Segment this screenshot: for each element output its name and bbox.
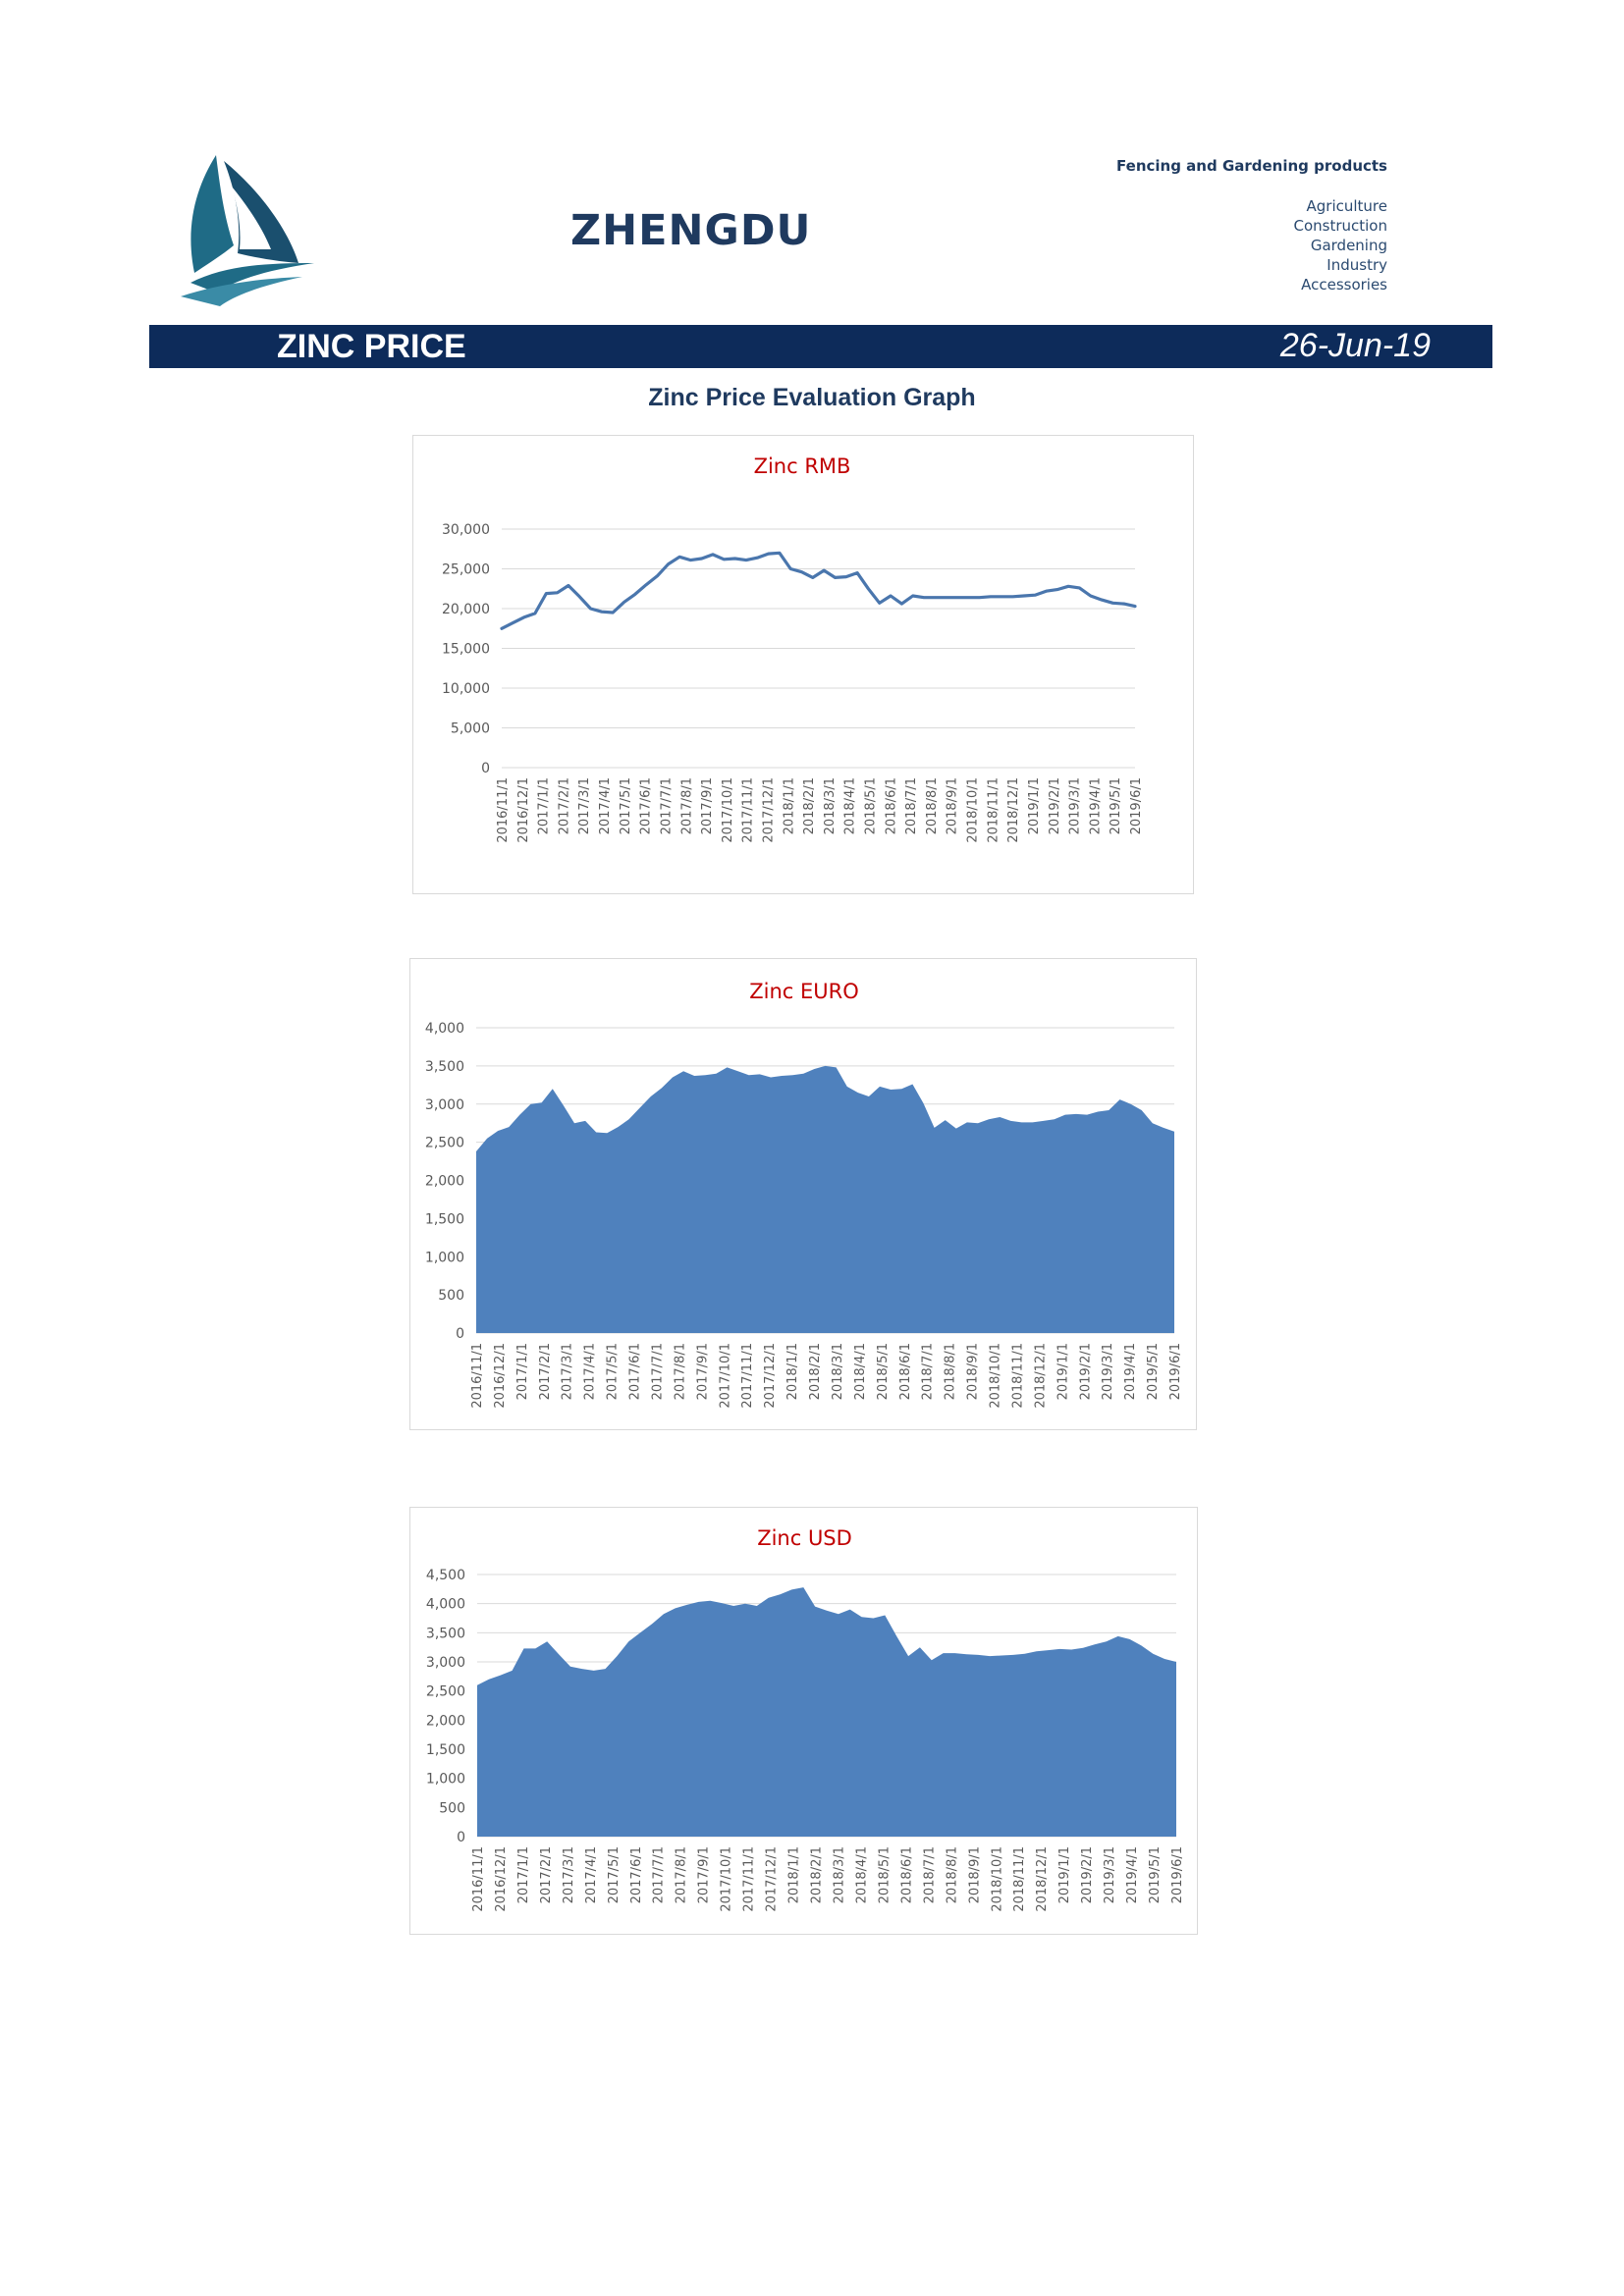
banner-title: ZINC PRICE	[277, 328, 466, 365]
y-tick-label: 5,000	[450, 721, 490, 737]
y-tick-label: 2,500	[425, 1683, 465, 1700]
x-tick-label: 2017/9/1	[695, 1343, 711, 1401]
x-tick-label: 2018/10/1	[988, 1343, 1003, 1409]
y-tick-label: 20,000	[442, 602, 490, 617]
x-tick-label: 2019/5/1	[1148, 1846, 1164, 1904]
banner-date: 26-Jun-19	[1279, 327, 1431, 364]
zinc-rmb-chart	[412, 435, 1194, 894]
x-tick-label: 2018/1/1	[782, 777, 797, 835]
x-tick-label: 2016/11/1	[470, 1343, 485, 1409]
x-tick-label: 2017/2/1	[537, 1343, 553, 1401]
category-item: Gardening	[1310, 237, 1387, 254]
x-tick-label: 2018/3/1	[830, 1343, 845, 1401]
x-tick-label: 2019/1/1	[1057, 1846, 1073, 1904]
x-tick-label: 2017/4/1	[582, 1343, 598, 1401]
y-tick-label: 30,000	[442, 522, 490, 538]
brand-name: ZHENGDU	[570, 206, 812, 255]
x-tick-label: 2017/12/1	[764, 1846, 780, 1912]
x-tick-label: 2017/1/1	[536, 777, 552, 835]
y-tick-label: 1,000	[425, 1771, 465, 1788]
category-list	[1293, 196, 1387, 294]
x-tick-label: 2019/3/1	[1101, 1343, 1116, 1401]
category-item: Accessories	[1301, 276, 1387, 294]
x-tick-label: 2016/11/1	[496, 777, 511, 843]
x-tick-label: 2017/7/1	[659, 777, 675, 835]
x-tick-label: 2018/11/1	[986, 777, 1001, 843]
x-tick-label: 2019/6/1	[1170, 1846, 1185, 1904]
category-item: Construction	[1293, 217, 1387, 235]
x-tick-label: 2017/10/1	[718, 1343, 733, 1409]
x-tick-label: 2017/3/1	[577, 777, 593, 835]
x-tick-label: 2017/9/1	[696, 1846, 712, 1904]
x-tick-label: 2018/7/1	[922, 1846, 938, 1904]
x-tick-label: 2018/6/1	[899, 1846, 915, 1904]
x-tick-label: 2017/8/1	[674, 1846, 689, 1904]
x-tick-label: 2018/5/1	[875, 1343, 891, 1401]
x-tick-label: 2019/2/1	[1080, 1846, 1096, 1904]
x-tick-label: 2018/2/1	[809, 1846, 825, 1904]
x-tick-label: 2017/10/1	[720, 777, 735, 843]
y-tick-label: 3,500	[425, 1626, 465, 1642]
y-tick-label: 2,000	[425, 1713, 465, 1730]
x-tick-label: 2017/9/1	[700, 777, 716, 835]
x-tick-label: 2018/10/1	[965, 777, 981, 843]
x-tick-label: 2017/6/1	[628, 1846, 644, 1904]
x-tick-label: 2019/1/1	[1056, 1343, 1071, 1401]
y-tick-label: 0	[456, 1326, 464, 1342]
x-tick-label: 2017/11/1	[740, 1343, 756, 1409]
x-tick-label: 2017/7/1	[651, 1846, 667, 1904]
x-tick-label: 2018/5/1	[863, 777, 879, 835]
y-tick-label: 15,000	[442, 641, 490, 658]
y-tick-label: 0	[457, 1830, 465, 1845]
x-tick-label: 2017/11/1	[741, 1846, 757, 1912]
x-tick-label: 2017/3/1	[561, 1846, 576, 1904]
x-tick-label: 2019/5/1	[1109, 777, 1124, 835]
x-tick-label: 2018/6/1	[884, 777, 899, 835]
x-tick-label: 2019/6/1	[1129, 777, 1144, 835]
y-tick-label: 1,500	[424, 1211, 464, 1228]
x-tick-label: 2017/11/1	[740, 777, 756, 843]
x-tick-label: 2019/1/1	[1026, 777, 1042, 835]
x-tick-label: 2017/4/1	[598, 777, 614, 835]
x-tick-label: 2018/7/1	[920, 1343, 936, 1401]
x-tick-label: 2018/2/1	[802, 777, 818, 835]
y-tick-label: 1,000	[424, 1250, 464, 1266]
y-tick-label: 4,500	[425, 1568, 465, 1583]
x-tick-label: 2018/4/1	[842, 777, 858, 835]
x-tick-label: 2016/12/1	[492, 1343, 508, 1409]
x-tick-label: 2016/12/1	[493, 1846, 509, 1912]
x-tick-label: 2016/12/1	[515, 777, 531, 843]
page-heading: Zinc Price Evaluation Graph	[648, 384, 976, 411]
x-tick-label: 2017/5/1	[618, 777, 633, 835]
x-tick-label: 2018/3/1	[822, 777, 838, 835]
x-tick-label: 2018/4/1	[854, 1846, 870, 1904]
x-tick-label: 2017/7/1	[650, 1343, 666, 1401]
x-tick-label: 2017/8/1	[673, 1343, 688, 1401]
zinc-euro-chart	[409, 958, 1197, 1430]
y-tick-label: 2,000	[424, 1173, 464, 1190]
tagline: Fencing and Gardening products	[1116, 157, 1387, 175]
x-tick-label: 2019/4/1	[1088, 777, 1104, 835]
x-tick-label: 2019/2/1	[1078, 1343, 1094, 1401]
x-tick-label: 2017/1/1	[514, 1343, 530, 1401]
category-item: Industry	[1326, 256, 1387, 274]
x-tick-label: 2017/2/1	[538, 1846, 554, 1904]
chart-title: Zinc RMB	[753, 454, 851, 478]
x-tick-label: 2018/1/1	[786, 1846, 802, 1904]
y-tick-label: 0	[481, 761, 490, 776]
x-tick-label: 2018/12/1	[1033, 1343, 1049, 1409]
x-tick-label: 2017/2/1	[557, 777, 572, 835]
x-tick-label: 2018/11/1	[1010, 1343, 1026, 1409]
x-tick-label: 2018/8/1	[943, 1343, 958, 1401]
x-tick-label: 2016/11/1	[471, 1846, 486, 1912]
x-tick-label: 2018/3/1	[832, 1846, 847, 1904]
y-tick-label: 1,500	[425, 1742, 465, 1758]
y-tick-label: 4,000	[424, 1021, 464, 1037]
x-tick-label: 2018/4/1	[852, 1343, 868, 1401]
x-tick-label: 2019/3/1	[1067, 777, 1083, 835]
chart-svg	[413, 436, 1193, 893]
x-tick-label: 2019/3/1	[1103, 1846, 1118, 1904]
x-tick-label: 2018/11/1	[1012, 1846, 1028, 1912]
y-tick-label: 2,500	[424, 1135, 464, 1151]
y-tick-label: 25,000	[442, 561, 490, 578]
series-line	[502, 553, 1135, 628]
x-tick-label: 2018/1/1	[785, 1343, 801, 1401]
y-tick-label: 10,000	[442, 681, 490, 697]
category-item: Agriculture	[1306, 197, 1387, 215]
x-tick-label: 2018/12/1	[1035, 1846, 1051, 1912]
chart-title: Zinc USD	[757, 1526, 852, 1550]
x-tick-label: 2017/6/1	[638, 777, 654, 835]
x-tick-label: 2019/4/1	[1125, 1846, 1141, 1904]
sailboat-logo-icon	[177, 147, 319, 309]
x-tick-label: 2018/2/1	[808, 1343, 824, 1401]
x-tick-label: 2018/12/1	[1006, 777, 1022, 843]
x-tick-label: 2018/9/1	[967, 1846, 983, 1904]
y-tick-label: 4,000	[425, 1596, 465, 1613]
y-tick-label: 3,500	[424, 1058, 464, 1075]
x-tick-label: 2018/6/1	[897, 1343, 913, 1401]
y-tick-label: 500	[439, 1800, 465, 1817]
x-tick-label: 2017/3/1	[560, 1343, 575, 1401]
y-tick-label: 3,000	[425, 1655, 465, 1671]
x-tick-label: 2017/1/1	[515, 1846, 531, 1904]
x-tick-label: 2019/6/1	[1168, 1343, 1183, 1401]
x-tick-label: 2019/4/1	[1123, 1343, 1139, 1401]
x-tick-label: 2018/8/1	[945, 1846, 960, 1904]
series-area	[476, 1066, 1174, 1333]
x-tick-label: 2018/9/1	[965, 1343, 981, 1401]
chart-svg	[410, 959, 1196, 1429]
x-tick-label: 2018/9/1	[945, 777, 960, 835]
x-tick-label: 2018/5/1	[877, 1846, 893, 1904]
x-tick-label: 2018/7/1	[904, 777, 920, 835]
x-tick-label: 2017/8/1	[679, 777, 695, 835]
x-tick-label: 2018/10/1	[990, 1846, 1005, 1912]
chart-svg	[410, 1508, 1197, 1934]
x-tick-label: 2017/4/1	[583, 1846, 599, 1904]
x-tick-label: 2019/5/1	[1146, 1343, 1162, 1401]
x-tick-label: 2017/10/1	[719, 1846, 734, 1912]
x-tick-label: 2017/5/1	[605, 1343, 621, 1401]
chart-title: Zinc EURO	[749, 980, 859, 1003]
x-tick-label: 2017/5/1	[606, 1846, 622, 1904]
x-tick-label: 2017/12/1	[763, 1343, 779, 1409]
x-tick-label: 2019/2/1	[1047, 777, 1062, 835]
y-tick-label: 500	[438, 1288, 464, 1305]
x-tick-label: 2017/12/1	[761, 777, 777, 843]
y-tick-label: 3,000	[424, 1096, 464, 1113]
zinc-usd-chart	[409, 1507, 1198, 1935]
x-tick-label: 2017/6/1	[627, 1343, 643, 1401]
series-area	[477, 1587, 1176, 1837]
title-banner	[149, 325, 1492, 368]
x-tick-label: 2018/8/1	[924, 777, 940, 835]
